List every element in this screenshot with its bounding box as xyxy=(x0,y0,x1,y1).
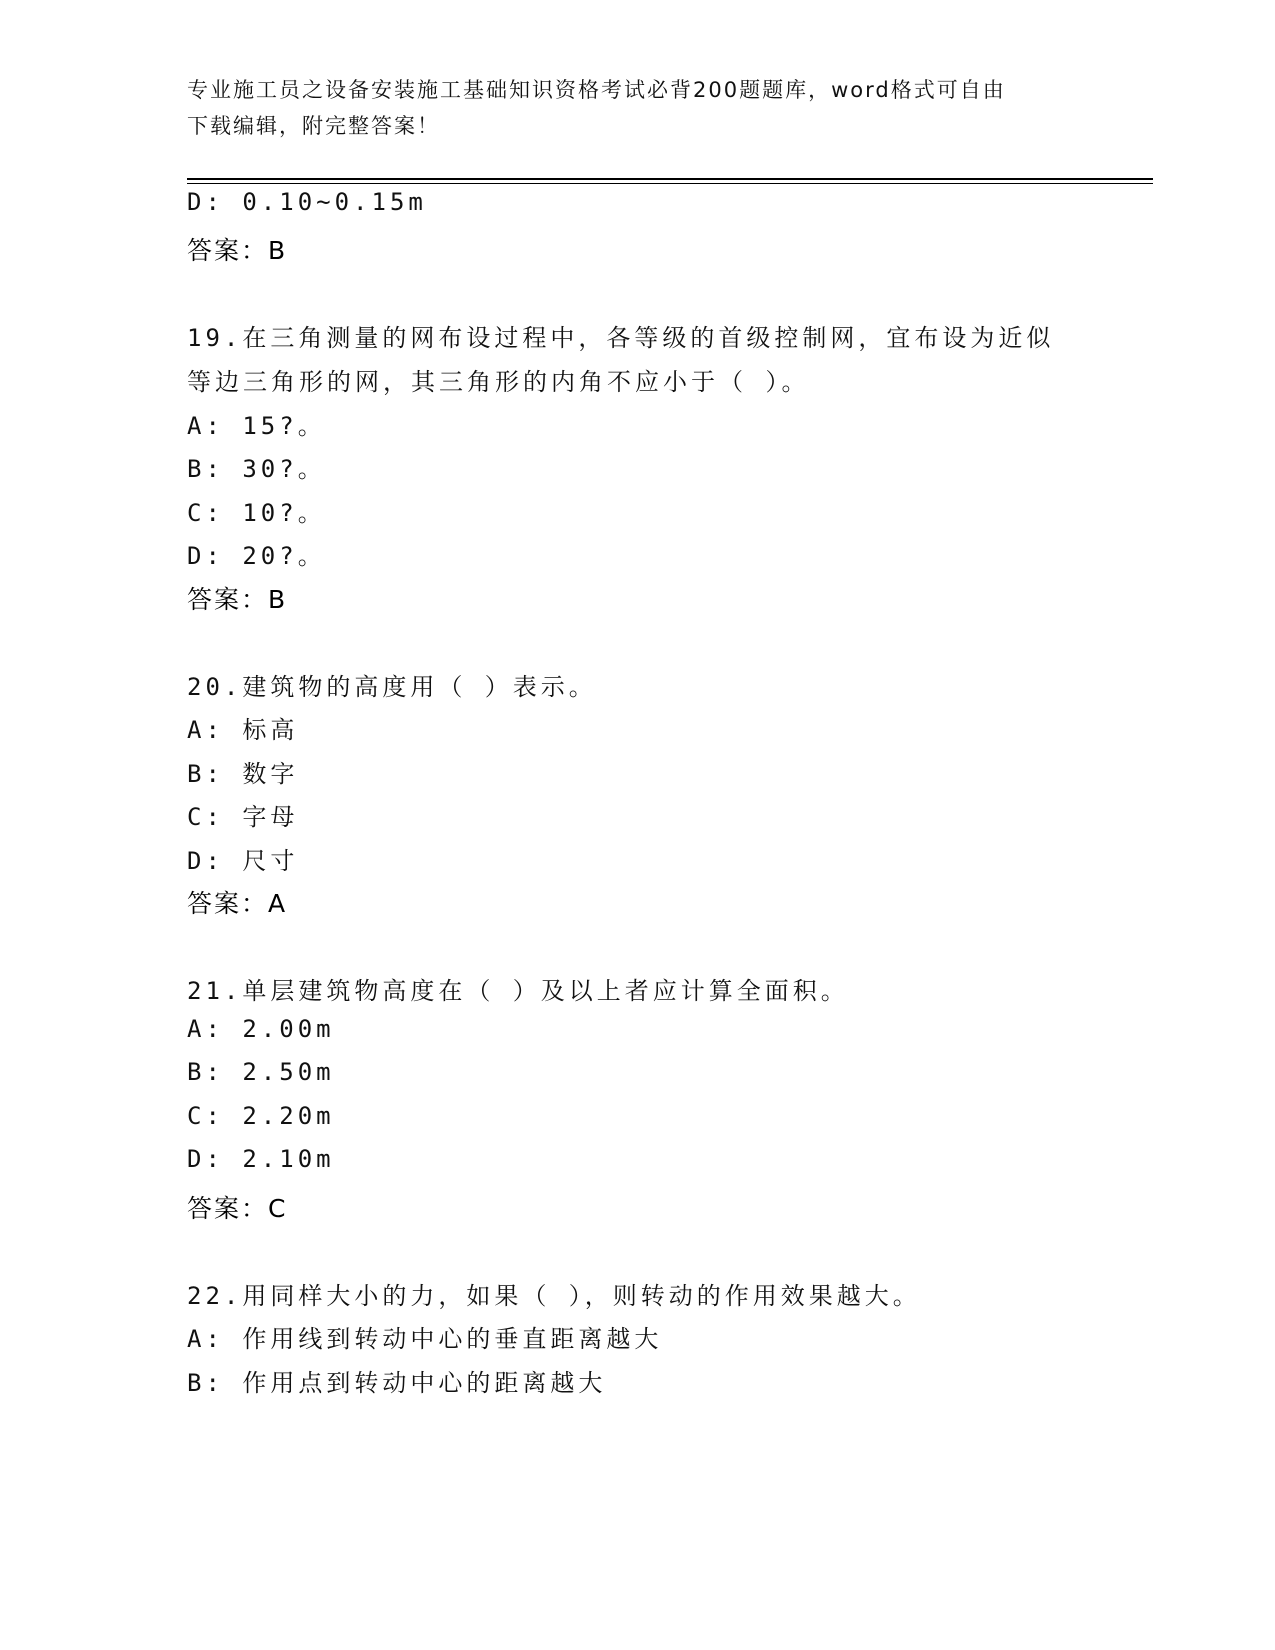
header-divider-thin xyxy=(187,183,1153,184)
question-21-option-d: D: 2.10m xyxy=(187,1145,335,1173)
header-line-1: 专业施工员之设备安装施工基础知识资格考试必背200题题库，word格式可自由 xyxy=(187,78,1006,102)
question-20-option-b: B: 数字 xyxy=(187,760,299,788)
question-19-option-a: A: 15?。 xyxy=(187,412,326,440)
question-21-stem: 21.单层建筑物高度在（ ）及以上者应计算全面积。 xyxy=(187,977,849,1005)
question-22-option-a: A: 作用线到转动中心的垂直距离越大 xyxy=(187,1325,663,1353)
question-20-answer: 答案：A xyxy=(187,889,288,918)
header-divider xyxy=(187,178,1153,180)
question-21-option-a: A: 2.00m xyxy=(187,1015,335,1043)
question-19-option-c: C: 10?。 xyxy=(187,499,326,527)
question-21-answer: 答案：C xyxy=(187,1194,288,1223)
document-header xyxy=(187,72,1067,144)
answer: 答案：B xyxy=(187,236,288,265)
question-19-stem: 19.在三角测量的网布设过程中，各等级的首级控制网，宜布设为近似 xyxy=(187,324,1055,352)
question-21-option-c: C: 2.20m xyxy=(187,1102,335,1130)
question-22-option-b: B: 作用点到转动中心的距离越大 xyxy=(187,1369,607,1397)
header-line-2: 下载编辑，附完整答案！ xyxy=(187,114,440,138)
question-21-option-b: B: 2.50m xyxy=(187,1058,335,1086)
question-20-option-c: C: 字母 xyxy=(187,803,299,831)
question-19-option-b: B: 30?。 xyxy=(187,455,326,483)
question-22-stem: 22.用同样大小的力，如果（ ），则转动的作用效果越大。 xyxy=(187,1282,921,1310)
question-19-stem-cont: 等边三角形的网，其三角形的内角不应小于（ ）。 xyxy=(187,368,810,396)
option-d: D: 0.10~0.15m xyxy=(187,188,427,216)
question-20-stem: 20.建筑物的高度用（ ）表示。 xyxy=(187,673,597,701)
question-19-option-d: D: 20?。 xyxy=(187,542,326,570)
question-19-answer: 答案：B xyxy=(187,585,288,614)
question-20-option-d: D: 尺寸 xyxy=(187,847,299,875)
question-20-option-a: A: 标高 xyxy=(187,716,299,744)
